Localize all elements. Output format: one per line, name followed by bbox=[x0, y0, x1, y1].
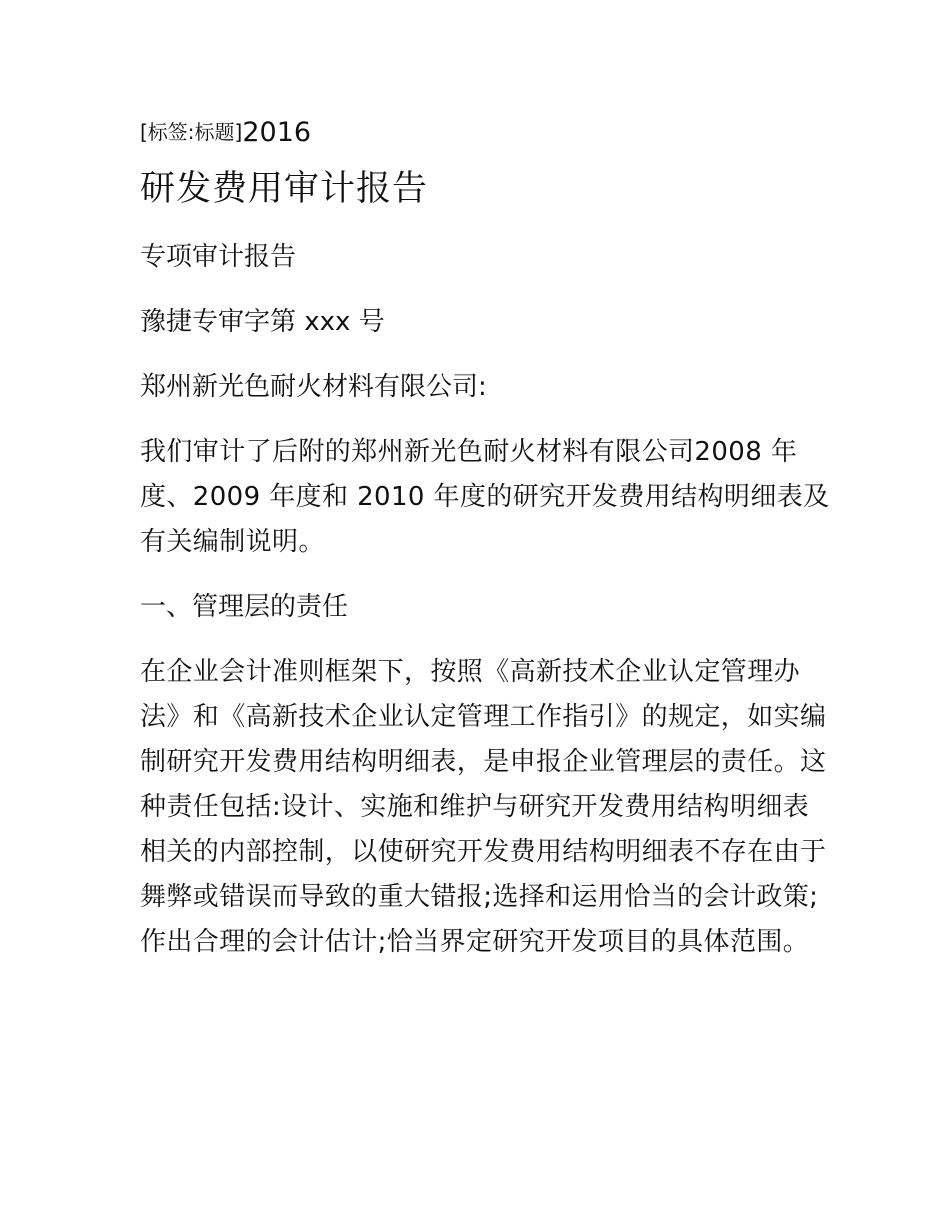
tag-year: 2016 bbox=[242, 117, 312, 148]
document-subtitle: 专项审计报告 bbox=[140, 242, 297, 272]
intro-paragraph: 我们审计了后附的郑州新光色耐火材料有限公司2008 年度、2009 年度和 2010 年度的研究开发费用结构明细表及有关编制说明。 bbox=[140, 437, 830, 557]
section-heading: 一、管理层的责任 bbox=[140, 592, 349, 622]
section-body: 在企业会计准则框架下，按照《高新技术企业认定管理办法》和《高新技术企业认定管理工作指引》的规定，如实编制研究开发费用结构明细表，是申报企业管理层的责任。这种责任包括:设计、实施和维护与研究开发费用结构明细表相关的内部控制，以使研究开发费用结构明细表不存在由于舞弊或错误而导致的重大错报;选择和运用恰当的会计政策;作出合理的会计估计;恰当界定研究开发项目的具体范围。 bbox=[140, 657, 827, 957]
report-number: 豫捷专审字第 xxx 号 bbox=[140, 307, 385, 337]
document-content bbox=[140, 112, 830, 985]
tag-line bbox=[140, 112, 830, 153]
tag-label: [标签:标题] bbox=[140, 120, 243, 144]
document-title: 研发费用审计报告 bbox=[140, 169, 429, 209]
addressee: 郑州新光色耐火材料有限公司: bbox=[140, 372, 487, 402]
